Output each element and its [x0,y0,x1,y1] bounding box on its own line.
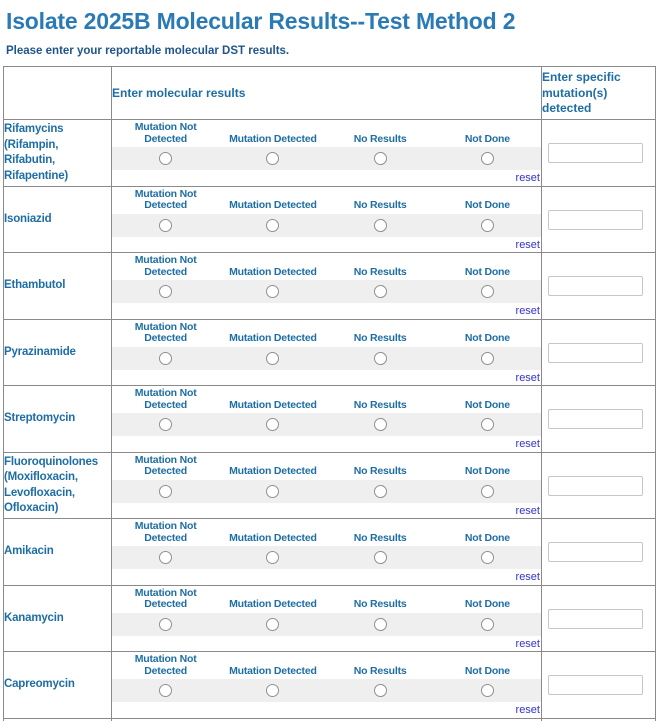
radio-strip [112,214,541,237]
drug-row [4,652,656,719]
radio-mutation-detected[interactable] [266,219,279,232]
reset-link[interactable]: reset [515,305,540,318]
reset-link[interactable]: reset [515,637,540,650]
drug-name: Streptomycin [4,386,112,453]
radio-mutation-detected[interactable] [266,551,279,564]
radio-mutation-not-detected[interactable] [159,684,172,697]
option-labels-row [112,189,541,214]
option-label-not-done: Not Done [464,265,510,278]
drug-row [4,253,656,320]
option-label-mutation-not-detected: Mutation Not Detected [134,254,197,278]
option-labels-row [112,521,541,546]
radio-no-results[interactable] [374,352,387,365]
radio-no-results[interactable] [374,618,387,631]
specific-mutation-cell [542,585,656,652]
drug-name: Kanamycin [4,585,112,652]
drug-row [4,319,656,386]
radio-mutation-detected[interactable] [266,618,279,631]
option-label-no-results: No Results [353,132,407,145]
option-label-no-results: No Results [353,664,407,677]
option-labels-row [112,455,541,480]
table-header-row [4,67,656,120]
specific-mutation-input[interactable] [548,143,643,163]
specific-mutation-cell [542,186,656,253]
radio-strip [112,347,541,370]
radio-mutation-not-detected[interactable] [159,285,172,298]
specific-mutation-input[interactable] [548,276,643,296]
drug-row [4,452,656,519]
radio-no-results[interactable] [374,152,387,165]
drug-name: Isoniazid [4,186,112,253]
radio-no-results[interactable] [374,684,387,697]
option-label-no-results: No Results [353,199,407,212]
header-corner-cell [4,67,112,120]
specific-mutation-input[interactable] [548,609,643,629]
header-enter-molecular-results: Enter molecular results [112,67,542,120]
option-label-mutation-not-detected: Mutation Not Detected [134,653,197,677]
radio-mutation-detected[interactable] [266,285,279,298]
option-label-mutation-not-detected: Mutation Not Detected [134,453,197,478]
specific-mutation-input[interactable] [548,675,643,695]
page-title: Isolate 2025B Molecular Results--Test Method 2 [6,8,516,34]
option-labels-row [112,388,541,413]
specific-mutation-input[interactable] [548,409,643,429]
radio-mutation-detected[interactable] [266,418,279,431]
specific-mutation-cell [542,120,656,187]
option-labels-row [112,122,541,147]
option-label-mutation-detected: Mutation Detected [229,132,317,145]
radio-not-done[interactable] [481,352,494,365]
option-labels-row [112,588,541,613]
drug-name: Ethambutol [4,253,112,320]
radio-mutation-not-detected[interactable] [159,618,172,631]
option-label-mutation-not-detected: Mutation Not Detected [134,520,197,544]
radio-not-done[interactable] [481,684,494,697]
specific-mutation-input[interactable] [548,542,643,562]
option-label-not-done: Not Done [464,598,510,611]
reset-link[interactable]: reset [515,172,540,185]
molecular-results-cell [112,452,542,519]
molecular-results-table [3,66,656,721]
radio-mutation-detected[interactable] [266,352,279,365]
drug-name: Capreomycin [4,652,112,719]
drug-name: Rifamycins (Rifampin, Rifabutin, Rifapentine) [4,120,112,187]
radio-not-done[interactable] [481,219,494,232]
radio-not-done[interactable] [481,618,494,631]
radio-mutation-not-detected[interactable] [159,152,172,165]
option-label-not-done: Not Done [464,199,510,212]
option-label-not-done: Not Done [464,664,510,677]
radio-mutation-not-detected[interactable] [159,551,172,564]
reset-link[interactable]: reset [515,238,540,251]
option-label-not-done: Not Done [464,531,510,544]
option-label-mutation-detected: Mutation Detected [229,598,317,611]
option-label-mutation-detected: Mutation Detected [229,664,317,677]
drug-row [4,186,656,253]
radio-no-results[interactable] [374,285,387,298]
radio-strip [112,546,541,569]
specific-mutation-cell [542,253,656,320]
radio-not-done[interactable] [481,485,494,498]
radio-not-done[interactable] [481,551,494,564]
option-label-mutation-detected: Mutation Detected [229,199,317,212]
option-label-mutation-detected: Mutation Detected [229,265,317,278]
reset-link[interactable]: reset [515,371,540,384]
option-label-mutation-not-detected: Mutation Not Detected [134,121,197,145]
specific-mutation-cell [542,452,656,519]
radio-mutation-detected[interactable] [266,485,279,498]
molecular-results-cell [112,519,542,586]
reset-link[interactable]: reset [515,504,540,517]
radio-strip [112,480,541,503]
option-labels-row [112,322,541,347]
reset-link[interactable]: reset [515,704,540,717]
radio-strip [112,613,541,636]
option-label-mutation-not-detected: Mutation Not Detected [134,187,197,212]
drug-row [4,386,656,453]
specific-mutation-input[interactable] [548,210,643,230]
option-label-no-results: No Results [353,332,407,345]
header-enter-specific-mutations: Enter specific mutation(s) detected [542,67,656,120]
specific-mutation-cell [542,519,656,586]
drug-row [4,585,656,652]
drug-row [4,519,656,586]
option-label-no-results: No Results [353,598,407,611]
page-subtitle: Please enter your reportable molecular DST results. [6,45,290,58]
option-labels-row [112,654,541,679]
option-label-no-results: No Results [353,265,407,278]
option-label-not-done: Not Done [464,465,510,478]
radio-strip [112,413,541,436]
option-label-not-done: Not Done [464,132,510,145]
drug-name: Fluoroquinolones (Moxifloxacin, Levofloxacin, Ofloxacin) [4,452,112,519]
option-label-mutation-not-detected: Mutation Not Detected [134,387,197,411]
molecular-results-cell [112,652,542,719]
radio-mutation-not-detected[interactable] [159,485,172,498]
specific-mutation-cell [542,652,656,719]
radio-mutation-detected[interactable] [266,152,279,165]
option-labels-row [112,255,541,280]
specific-mutation-input[interactable] [548,476,643,496]
reset-link[interactable]: reset [515,438,540,451]
molecular-results-cell [112,386,542,453]
option-label-mutation-detected: Mutation Detected [229,332,317,345]
option-label-no-results: No Results [353,398,407,411]
radio-not-done[interactable] [481,418,494,431]
radio-not-done[interactable] [481,152,494,165]
radio-mutation-not-detected[interactable] [159,352,172,365]
radio-strip [112,147,541,170]
option-label-mutation-not-detected: Mutation Not Detected [134,320,197,345]
option-label-mutation-not-detected: Mutation Not Detected [134,586,197,611]
radio-no-results[interactable] [374,485,387,498]
option-label-not-done: Not Done [464,398,510,411]
specific-mutation-cell [542,386,656,453]
option-label-not-done: Not Done [464,332,510,345]
molecular-results-cell [112,120,542,187]
radio-mutation-not-detected[interactable] [159,219,172,232]
option-label-mutation-detected: Mutation Detected [229,531,317,544]
radio-no-results[interactable] [374,551,387,564]
reset-link[interactable]: reset [515,571,540,584]
specific-mutation-input[interactable] [548,343,643,363]
radio-no-results[interactable] [374,219,387,232]
option-label-no-results: No Results [353,465,407,478]
drug-name: Pyrazinamide [4,319,112,386]
drug-row [4,120,656,187]
molecular-results-cell [112,585,542,652]
specific-mutation-cell [542,319,656,386]
radio-not-done[interactable] [481,285,494,298]
option-label-mutation-detected: Mutation Detected [229,398,317,411]
option-label-no-results: No Results [353,531,407,544]
molecular-results-cell [112,186,542,253]
radio-mutation-not-detected[interactable] [159,418,172,431]
radio-no-results[interactable] [374,418,387,431]
radio-strip [112,679,541,702]
drug-name: Amikacin [4,519,112,586]
radio-mutation-detected[interactable] [266,684,279,697]
option-label-mutation-detected: Mutation Detected [229,465,317,478]
molecular-results-cell [112,319,542,386]
radio-strip [112,280,541,303]
molecular-results-cell [112,253,542,320]
